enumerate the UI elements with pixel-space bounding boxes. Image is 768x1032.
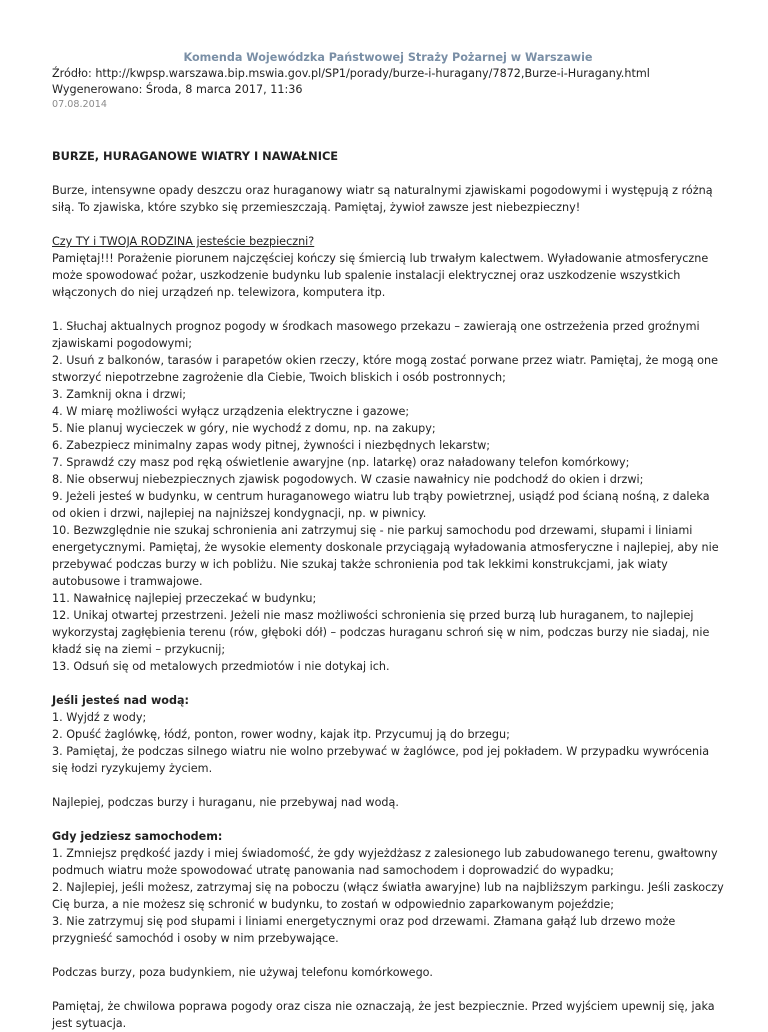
- organization-name: Komenda Wojewódzka Państwowej Straży Pożarnej w Warszawie: [183, 51, 593, 64]
- list-item: 12. Unikaj otwartej przestrzeni. Jeżeli nie masz możliwości schronienia się przed burzą lub huraganem, to najlepiej wykorzystaj zagłębienia terenu (rów, głęboki dół) – podczas huraganu schroń się w nim, podczas burzy nie siadaj, nie kładź się na ziemi – przykucnij;: [52, 609, 710, 656]
- safety-section: [52, 233, 724, 301]
- list-item: 2. Najlepiej, jeśli możesz, zatrzymaj się na poboczu (włącz światła awaryjne) lub na najbliższym parkingu. Jeśli zaskoczy Cię burza, a nie możesz się schronić w budynku, to zostań w odpowiednio zaparkowanym pojeździe;: [52, 881, 724, 911]
- closing-paragraph: Pamiętaj, że chwilowa poprawa pogody oraz cisza nie oznaczają, że jest bezpiecznie. Przed wyjściem upewnij się, jaka jest sytuacja.: [52, 1000, 715, 1030]
- list-item: 10. Bezwzględnie nie szukaj schronienia ani zatrzymuj się - nie parkuj samochodu pod drzewami, słupami i liniami energetycznymi. Pamiętaj, że wysokie elementy doskonale przyciągają wyładowania atmosferyczne i najlepiej, aby nie przebywać podczas burzy w ich pobliżu. Nie szukaj także schronienia pod tak lekkimi konstrukcjami, jak wiaty autobusowe i tramwajowe.: [52, 524, 719, 588]
- car-heading: Gdy jedziesz samochodem:: [52, 830, 223, 843]
- list-item: 2. Usuń z balkonów, tarasów i parapetów okien rzeczy, które mogą zostać porwane przez wiatr. Pamiętaj, że mogą one stworzyć niepotrzebne zagrożenie dla Ciebie, Twoich bliskich i osób postronnych;: [52, 354, 718, 384]
- safety-text: Pamiętaj!!! Porażenie piorunem najczęściej kończy się śmiercią lub trwałym kalectwem. Wyładowanie atmosferyczne może spowodować pożar, uszkodzenie budynku lub spalenie instalacji elektrycznej oraz uszkodzenie wszystkich włączonych do niej urządzeń np. telewizora, komputera itp.: [52, 252, 709, 299]
- list-item: 1. Wyjdź z wody;: [52, 711, 147, 724]
- list-item: 3. Nie zatrzymuj się pod słupami i liniami energetycznymi oraz pod drzewami. Złamana gałąź lub drzewo może przygnieść samochód i osoby w nim przebywające.: [52, 915, 676, 945]
- water-note: Najlepiej, podczas burzy i huraganu, nie przebywaj nad wodą.: [52, 796, 399, 809]
- list-item: 3. Pamiętaj, że podczas silnego wiatru nie wolno przebywać w żaglówce, pod jej pokładem. W przypadku wywrócenia się łodzi ryzykujemy życiem.: [52, 745, 710, 775]
- water-section: [52, 692, 724, 777]
- phone-note: Podczas burzy, poza budynkiem, nie używaj telefonu komórkowego.: [52, 966, 433, 979]
- document-title: BURZE, HURAGANOWE WIATRY I NAWAŁNICE: [52, 149, 339, 163]
- list-item: 9. Jeżeli jesteś w budynku, w centrum huraganowego wiatru lub trąby powietrznej, usiądź pod ścianą nośną, z daleka od okien i drzwi, najlepiej na najniższej kondygnacji, np. w piwnicy.: [52, 490, 710, 520]
- list-item: 11. Nawałnicę najlepiej przeczekać w budynku;: [52, 592, 317, 605]
- list-item: 8. Nie obserwuj niebezpiecznych zjawisk pogodowych. W czasie nawałnicy nie podchodź do okien i drzwi;: [52, 473, 644, 486]
- list-item: 4. W miarę możliwości wyłącz urządzenia elektryczne i gazowe;: [52, 405, 410, 418]
- car-section: [52, 828, 724, 947]
- publish-date: 07.08.2014: [52, 99, 107, 110]
- intro-paragraph: Burze, intensywne opady deszczu oraz huraganowy wiatr są naturalnymi zjawiskami pogodowymi i występują z różną siłą. To zjawiska, które szybko się przemieszczają. Pamiętaj, żywioł zawsze jest niebezpieczny!: [52, 184, 713, 214]
- list-item: 5. Nie planuj wycieczek w góry, nie wychodź z domu, np. na zakupy;: [52, 422, 436, 435]
- list-item: 3. Zamknij okna i drzwi;: [52, 388, 187, 401]
- source-line: Źródło: http://kwpsp.warszawa.bip.mswia.gov.pl/SP1/porady/burze-i-huragany/7872,Burze-i-Huragany.html: [52, 67, 650, 80]
- list-item: 6. Zabezpiecz minimalny zapas wody pitnej, żywności i niezbędnych lekarstw;: [52, 439, 491, 452]
- water-heading: Jeśli jesteś nad wodą:: [52, 694, 190, 707]
- list-item: 7. Sprawdź czy masz pod ręką oświetlenie awaryjne (np. latarkę) oraz naładowany telefon komórkowy;: [52, 456, 630, 469]
- list-item: 13. Odsuń się od metalowych przedmiotów i nie dotykaj ich.: [52, 660, 390, 673]
- rules-list: [52, 318, 724, 675]
- safety-question: Czy TY i TWOJA RODZINA jesteście bezpieczni?: [52, 235, 315, 248]
- document-page: [52, 50, 724, 1032]
- generated-line: Wygenerowano: Środa, 8 marca 2017, 11:36: [52, 83, 303, 96]
- list-item: 1. Słuchaj aktualnych prognoz pogody w środkach masowego przekazu – zawierają one ostrzeżenia przed groźnymi zjawiskami pogodowymi;: [52, 320, 700, 350]
- list-item: 2. Opuść żaglówkę, łódź, ponton, rower wodny, kajak itp. Przycumuj ją do brzegu;: [52, 728, 510, 741]
- list-item: 1. Zmniejsz prędkość jazdy i miej świadomość, że gdy wyjeżdżasz z zalesionego lub zabudowanego terenu, gwałtowny podmuch wiatru może spowodować utratę panowania nad samochodem i doprowadzić do wypadku;: [52, 847, 718, 877]
